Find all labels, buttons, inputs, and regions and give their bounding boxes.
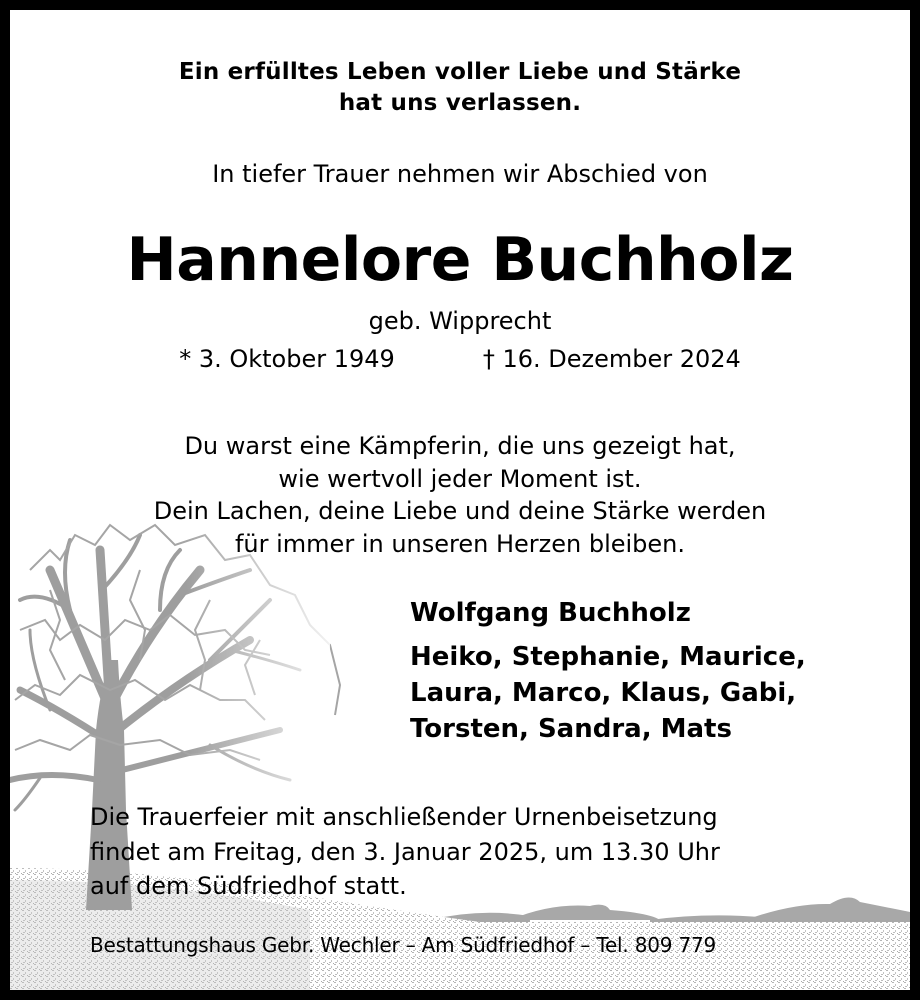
service-line: Die Trauerfeier mit anschließender Urnenbeisetzung	[90, 803, 718, 831]
service-line: findet am Freitag, den 3. Januar 2025, um 13.30 Uhr	[90, 837, 720, 866]
funeral-home-footer: Bestattungshaus Gebr. Wechler – Am Südfriedhof – Tel. 809 779	[90, 933, 717, 957]
intro-text: In tiefer Trauer nehmen wir Abschied von	[212, 160, 708, 188]
mourner-line: Torsten, Sandra, Mats	[410, 714, 732, 744]
obituary-notice	[10, 10, 910, 990]
mourner-line: Laura, Marco, Klaus, Gabi,	[410, 678, 797, 708]
service-line: auf dem Südfriedhof statt.	[90, 872, 407, 900]
funeral-service-info	[90, 800, 720, 904]
headline-line: hat uns verlassen.	[338, 90, 582, 116]
birth-date: * 3. Oktober 1949	[179, 345, 395, 373]
verse-line: für immer in unseren Herzen bleiben.	[234, 529, 686, 558]
life-dates	[10, 343, 910, 375]
verse-line: wie wertvoll jeder Moment ist.	[278, 464, 642, 493]
verse-line: Du warst eine Kämpferin, die uns gezeigt hat,	[184, 432, 736, 460]
mourner-line: Heiko, Stephanie, Maurice,	[410, 642, 806, 672]
death-date: † 16. Dezember 2024	[482, 345, 741, 373]
mourner-lead: Wolfgang Buchholz	[410, 598, 691, 628]
headline	[10, 57, 910, 119]
memorial-verse	[10, 430, 910, 560]
mourners	[410, 595, 806, 747]
headline-line: Ein erfülltes Leben voller Liebe und Stärke	[178, 59, 742, 85]
deceased-name: Hannelore Buchholz	[126, 225, 794, 295]
verse-line: Dein Lachen, deine Liebe und deine Stärke werden	[153, 497, 767, 525]
maiden-name: geb. Wipprecht	[368, 307, 552, 335]
mourner-list	[410, 639, 806, 747]
